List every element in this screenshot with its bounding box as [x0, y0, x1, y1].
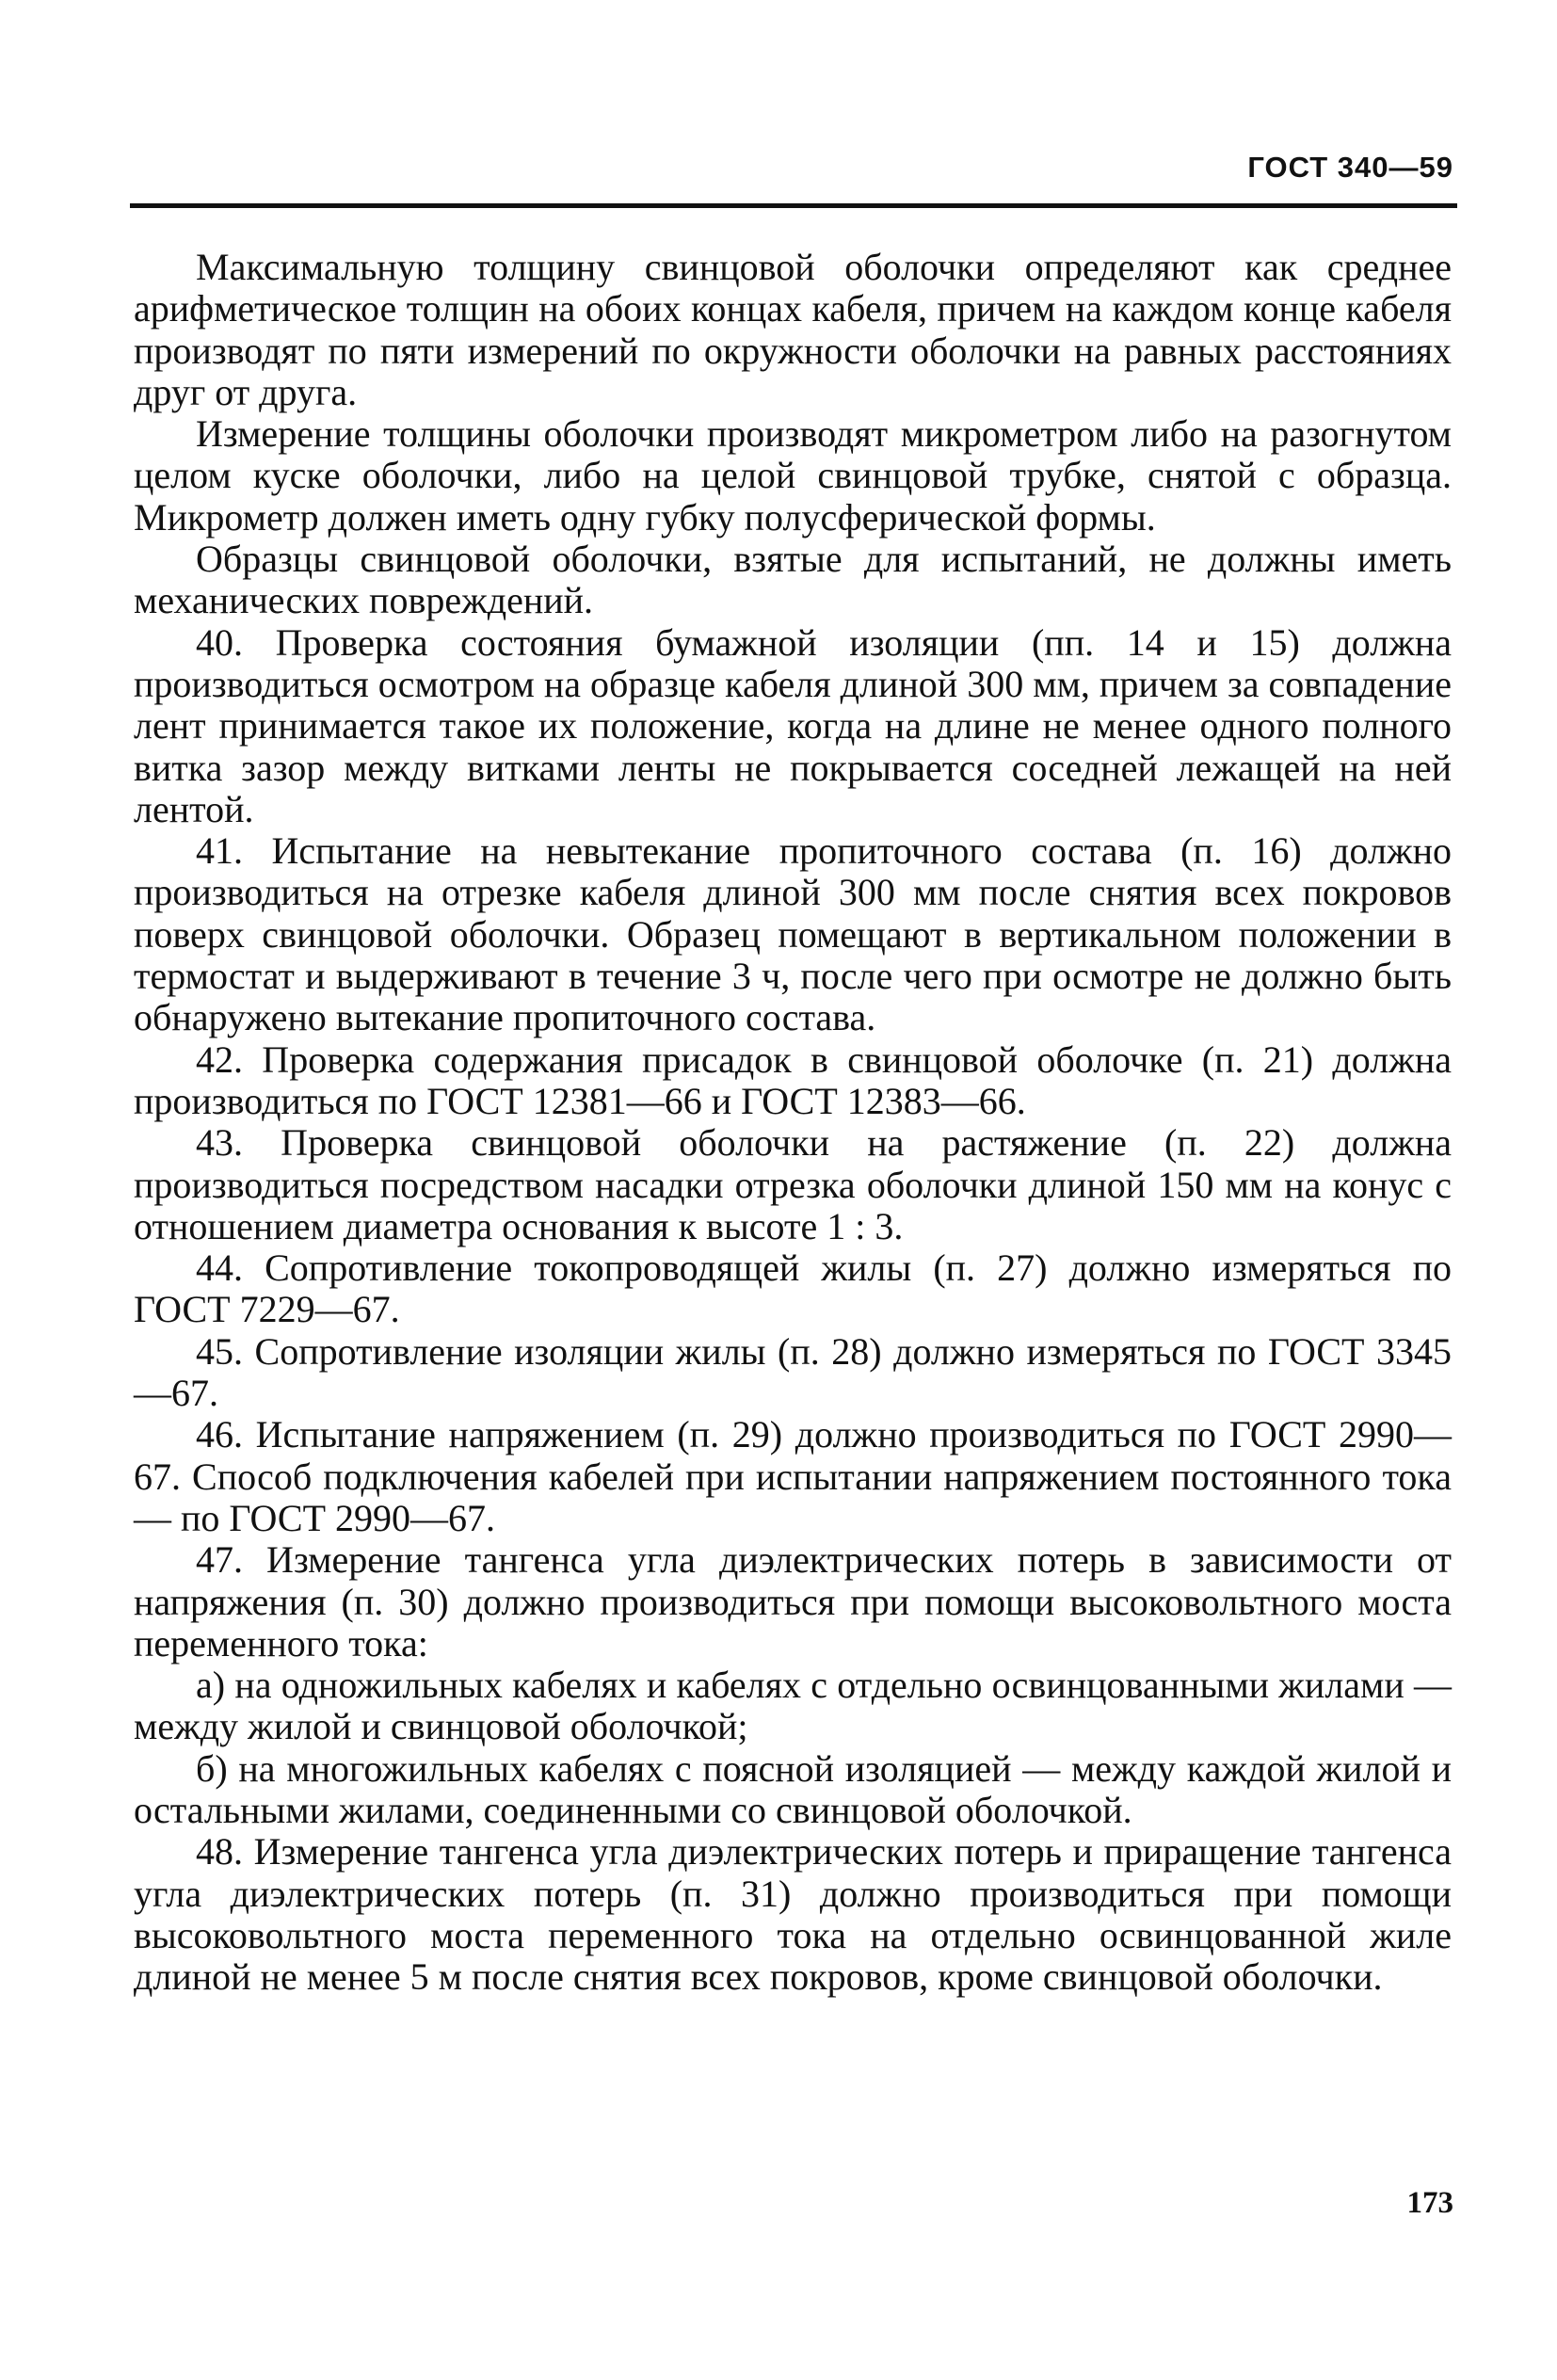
clause-43: 43. Проверка свинцовой оболочки на растяжение (п. 22) должна производиться посредством насадки отрезка оболочки длиной 150 мм на конус с отношением диаметра основания к высоте 1 : 3. — [134, 1121, 1452, 1247]
clause-47-item-a: а) на одножильных кабелях и кабелях с отдельно освинцованными жилами — между жилой и свинцовой оболочкой; — [134, 1664, 1452, 1748]
clause-42: 42. Проверка содержания присадок в свинцовой оболочке (п. 21) должна производиться по ГОСТ 12381—66 и ГОСТ 12383—66. — [134, 1037, 1452, 1122]
document-body — [134, 247, 1452, 1998]
clause-45: 45. Сопротивление изоляции жилы (п. 28) должно измеряться по ГОСТ 3345—67. — [134, 1329, 1452, 1415]
clause-44: 44. Сопротивление токопроводящей жилы (п. 27) должно измеряться по ГОСТ 7229—67. — [134, 1246, 1452, 1331]
document-code-header: ГОСТ 340—59 — [1247, 151, 1453, 184]
clause-46: 46. Испытание напряжением (п. 29) должно производиться по ГОСТ 2990—67. Способ подключения кабелей при испытании напряжением постоянного тока — по ГОСТ 2990—67. — [134, 1413, 1452, 1539]
paragraph-max-thickness: Максимальную толщину свинцовой оболочки определяют как среднее арифметическое толщин на обоих концах кабеля, причем на каждом конце кабеля производят по пяти измерений по окружности оболочки на равных расстояниях друг от друга. — [134, 246, 1452, 413]
clause-47-item-b: б) на многожильных кабелях с поясной изоляцией — между каждой жилой и остальными жилами, соединенными со свинцовой оболочкой. — [134, 1746, 1452, 1831]
header-rule — [130, 203, 1457, 208]
clause-41: 41. Испытание на невытекание пропиточного состава (п. 16) должно производиться на отрезке кабеля длиной 300 мм после снятия всех покровов поверх свинцовой оболочки. Образец помещают в вертикальном положении в термостат и выдерживают в течение 3 ч, после чего при осмотре не должно быть обнаружено вытекание пропиточного состава. — [134, 829, 1452, 1039]
paragraph-samples: Образцы свинцовой оболочки, взятые для испытаний, не должны иметь механических повреждений. — [134, 538, 1452, 622]
paragraph-thickness-measurement: Измерение толщины оболочки производят микрометром либо на разогнутом целом куске оболочки, либо на целой свинцовой трубке, снятой с образца. Микрометр должен иметь одну губку полусферической формы. — [134, 412, 1452, 539]
clause-47: 47. Измерение тангенса угла диэлектрических потерь в зависимости от напряжения (п. 30) должно производиться при помощи высоковольтного моста переменного тока: — [134, 1538, 1452, 1664]
clause-40: 40. Проверка состояния бумажной изоляции (пп. 14 и 15) должна производиться осмотром на образце кабеля длиной 300 мм, причем за совпадение лент принимается такое их положение, когда на длине не менее одного полного витка зазор между витками ленты не покрывается соседней лежащей на ней лентой. — [134, 620, 1452, 830]
clause-48: 48. Измерение тангенса угла диэлектрических потерь и приращение тангенса угла диэлектрических потерь (п. 31) должно производиться при помощи высоковольтного моста переменного тока на отдельно освинцованной жиле длиной не менее 5 м после снятия всех покровов, кроме свинцовой оболочки. — [134, 1830, 1452, 1999]
page-number: 173 — [1406, 2186, 1453, 2220]
